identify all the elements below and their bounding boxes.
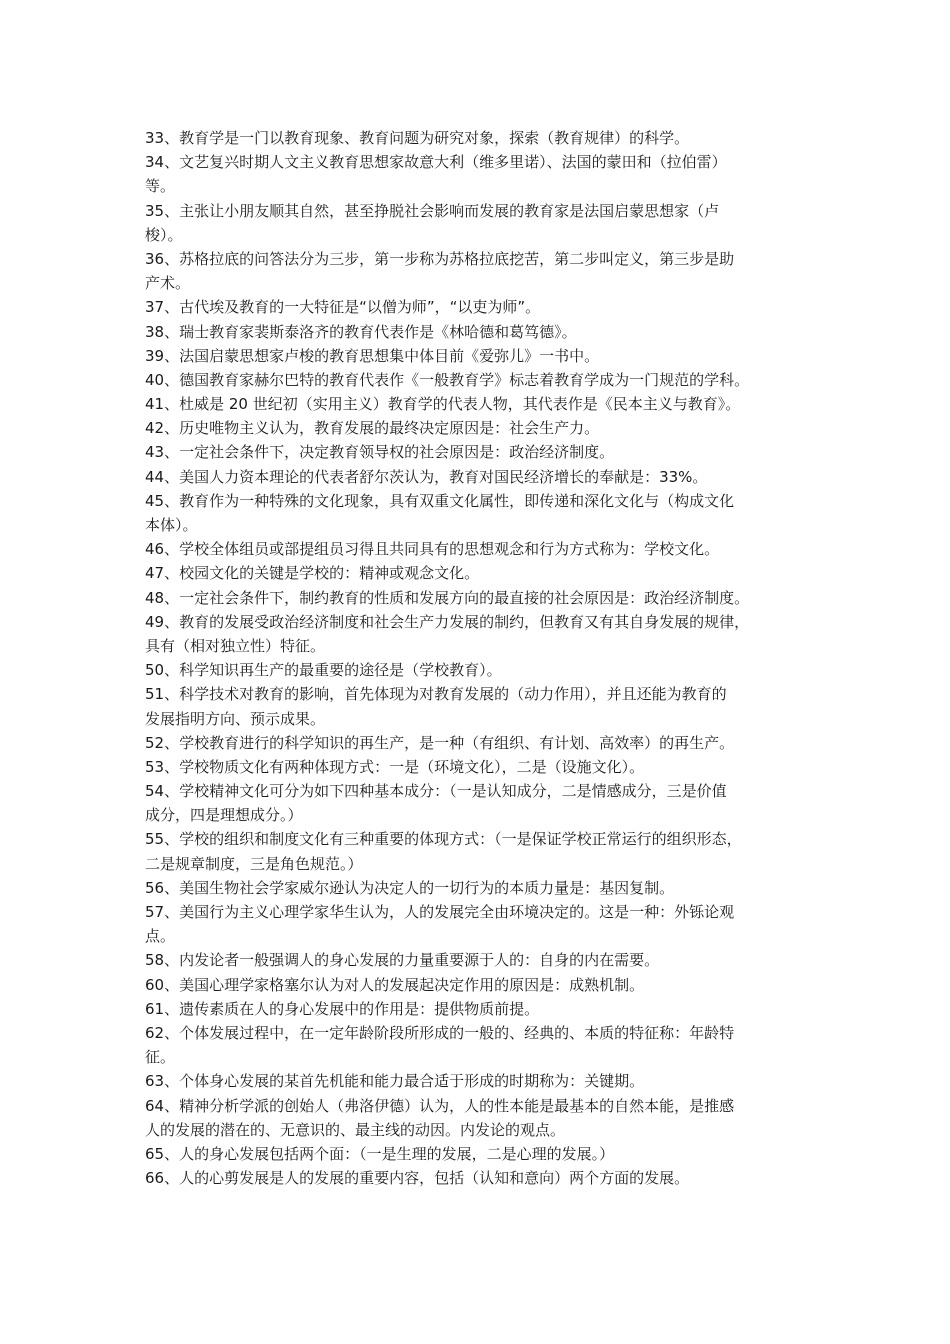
text-line: 征。	[145, 1048, 176, 1067]
text-line: 57、美国行为主义心理学家华生认为，人的发展完全由环境决定的。这是一种：外铄论观	[145, 903, 735, 921]
text-line: 64、精神分析学派的创始人（弗洛伊德）认为，人的性本能是最基本的自然本能，是推感	[145, 1096, 735, 1115]
text-line: 55、学校的组织和制度文化有三种重要的体现方式：（一是保证学校正常运行的组织形态，	[145, 830, 742, 849]
text-line: 33、教育学是一门以教育现象、教育问题为研究对象，探索（教育规律）的科学。	[145, 129, 690, 147]
text-line: 65、人的身心发展包括两个面：（一是生理的发展，二是心理的发展。）	[145, 1144, 615, 1163]
text-line: 38、瑞士教育家裴斯泰洛齐的教育代表作是《林哈德和葛笃德》。	[145, 322, 577, 341]
text-line: 40、德国教育家赫尔巴特的教育代表作《一般教育学》标志着教育学成为一门规范的学科。	[145, 370, 750, 389]
text-line: 产术。	[145, 274, 191, 293]
text-line: 54、学校精神文化可分为如下四种基本成分：（一是认知成分，二是情感成分，三是价值	[145, 782, 727, 801]
text-line: 47、校园文化的关键是学校的：精神或观念文化。	[145, 564, 480, 583]
text-line: 成分，四是理想成分。）	[145, 806, 303, 825]
text-line: 56、美国生物社会学家威尔逊认为决定人的一切行为的本质力量是：基因复制。	[145, 878, 675, 897]
text-line: 48、一定社会条件下，制约教育的性质和发展方向的最直接的社会原因是：政治经济制度。	[145, 588, 750, 607]
text-line: 等。	[145, 177, 176, 196]
text-line: 62、个体发展过程中，在一定年龄阶段所形成的一般的、经典的、本质的特征称：年龄特	[145, 1023, 735, 1042]
text-line: 二是规章制度，三是角色规范。）	[145, 854, 363, 873]
text-line: 43、一定社会条件下，决定教育领导权的社会原因是：政治经济制度。	[145, 443, 615, 462]
text-line: 51、科学技术对教育的影响，首先体现为对教育发展的（动力作用），并且还能为教育的	[145, 685, 727, 704]
text-line: 45、教育作为一种特殊的文化现象，具有双重文化属性，即传递和深化文化与（构成文化	[145, 491, 735, 510]
text-line: 52、学校教育进行的科学知识的再生产，是一种（有组织、有计划、高效率）的再生产。	[145, 733, 735, 752]
text-line: 44、美国人力资本理论的代表者舒尔茨认为，教育对国民经济增长的奉献是：33%。	[145, 467, 708, 486]
text-line: 61、遗传素质在人的身心发展中的作用是：提供物质前提。	[145, 999, 540, 1018]
document-body	[145, 126, 820, 1190]
text-line: 39、法国启蒙思想家卢梭的教育思想集中体目前《爱弥儿》一书中。	[145, 346, 600, 365]
text-line: 本体）。	[145, 516, 198, 534]
text-line: 36、苏格拉底的问答法分为三步，第一步称为苏格拉底挖苦，第二步叫定义，第三步是助	[145, 249, 735, 268]
text-line: 35、主张让小朋友顺其自然，甚至挣脱社会影响而发展的教育家是法国启蒙思想家（卢	[145, 201, 720, 220]
text-line: 46、学校全体组员或部提组员习得且共同具有的思想观念和行为方式称为：学校文化。	[145, 540, 720, 559]
text-line: 41、杜威是 20 世纪初（实用主义）教育学的代表人物，其代表作是《民本主义与教育》。	[145, 395, 741, 414]
text-line: 66、人的心剪发展是人的发展的重要内容，包括（认知和意向）两个方面的发展。	[145, 1169, 690, 1188]
text-line: 49、教育的发展受政治经济制度和社会生产力发展的制约，但教育又有其自身发展的规律，	[145, 612, 750, 631]
text-line: 58、内发论者一般强调人的身心发展的力量重要源于人的：自身的内在需要。	[145, 951, 660, 970]
text-line: 50、科学知识再生产的最重要的途径是（学校教育）。	[145, 661, 502, 680]
text-line: 63、个体身心发展的某首先机能和能力最合适于形成的时期称为：关键期。	[145, 1072, 645, 1091]
text-line: 具有（相对独立性）特征。	[145, 636, 326, 655]
text-line: 34、文艺复兴时期人文主义教育思想家故意大利（维多里诺）、法国的蒙田和（拉伯雷）	[145, 153, 727, 172]
text-line: 60、美国心理学家格塞尔认为对人的发展起决定作用的原因是：成熟机制。	[145, 975, 645, 994]
text-line: 发展指明方向、预示成果。	[145, 709, 326, 728]
text-line: 53、学校物质文化有两种体现方式：一是（环境文化），二是（设施文化）。	[145, 757, 645, 776]
text-line: 人的发展的潜在的、无意识的、最主线的动因。内发论的观点。	[145, 1120, 566, 1139]
text-line: 42、历史唯物主义认为，教育发展的最终决定原因是：社会生产力。	[145, 419, 600, 438]
text-line: 梭）。	[145, 225, 183, 244]
text-line: 点。	[145, 927, 176, 946]
text-line: 37、古代埃及教育的一大特征是“以僧为师”，“以吏为师”。	[145, 298, 541, 317]
